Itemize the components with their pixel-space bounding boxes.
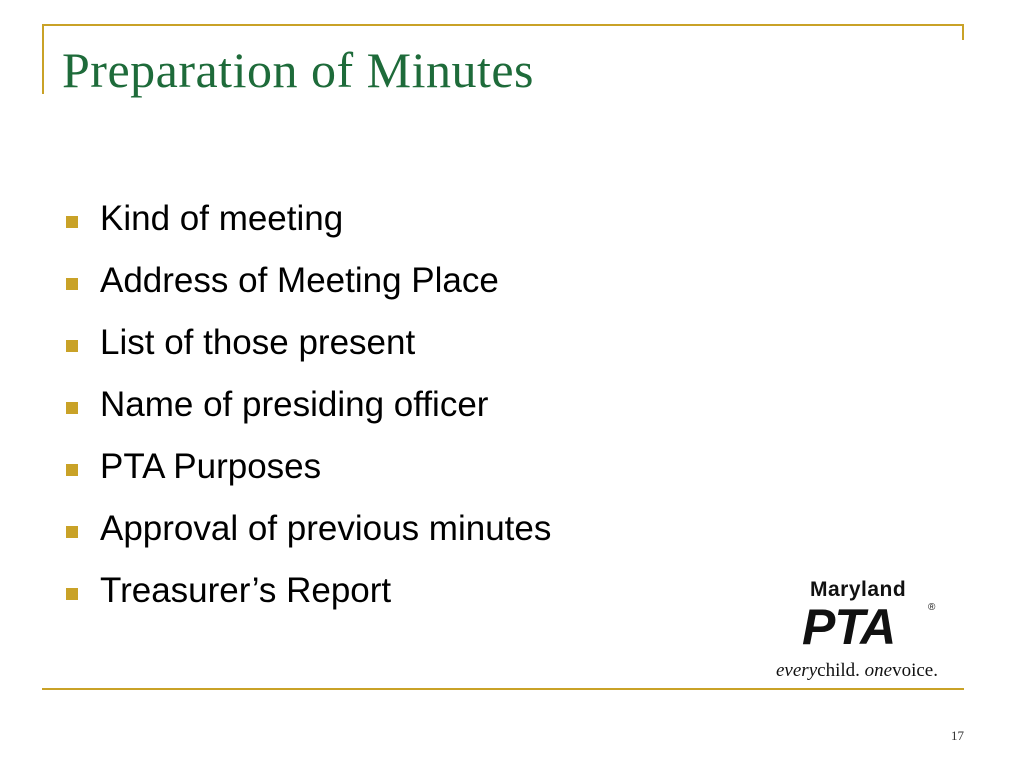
slide-title: Preparation of Minutes <box>62 42 535 98</box>
square-bullet-icon <box>66 216 78 228</box>
logo-tagline <box>776 660 938 682</box>
bullet-text: Name of presiding officer <box>100 385 489 424</box>
tagline-one: one <box>864 660 893 681</box>
square-bullet-icon <box>66 588 78 600</box>
square-bullet-icon <box>66 526 78 538</box>
bullet-text: Kind of meeting <box>100 199 344 238</box>
frame-left-line <box>42 24 44 94</box>
square-bullet-icon <box>66 278 78 290</box>
registered-trademark-icon: ® <box>928 602 936 613</box>
bullet-text: Approval of previous minutes <box>100 509 552 548</box>
bullet-item <box>66 250 551 312</box>
tagline-child: child. <box>817 660 860 681</box>
maryland-pta-logo <box>772 578 968 682</box>
frame-bottom-line <box>42 688 964 690</box>
bullet-item <box>66 560 551 622</box>
bullet-text: Address of Meeting Place <box>100 261 499 300</box>
page-number: 17 <box>951 728 964 743</box>
square-bullet-icon <box>66 402 78 414</box>
square-bullet-icon <box>66 464 78 476</box>
bullet-text: Treasurer’s Report <box>100 571 392 610</box>
bullet-list <box>66 188 551 622</box>
bullet-item <box>66 188 551 250</box>
bullet-item <box>66 436 551 498</box>
bullet-text: PTA Purposes <box>100 447 322 486</box>
frame-top-line <box>42 24 964 26</box>
tagline-voice: voice. <box>892 660 938 681</box>
square-bullet-icon <box>66 340 78 352</box>
bullet-item <box>66 374 551 436</box>
frame-right-line <box>962 24 964 40</box>
tagline-every: every <box>776 660 818 681</box>
bullet-item <box>66 312 551 374</box>
bullet-item <box>66 498 551 560</box>
bullet-text: List of those present <box>100 323 416 362</box>
logo-pta-mark: PTA <box>802 599 896 655</box>
logo-state-name: Maryland <box>810 578 907 601</box>
